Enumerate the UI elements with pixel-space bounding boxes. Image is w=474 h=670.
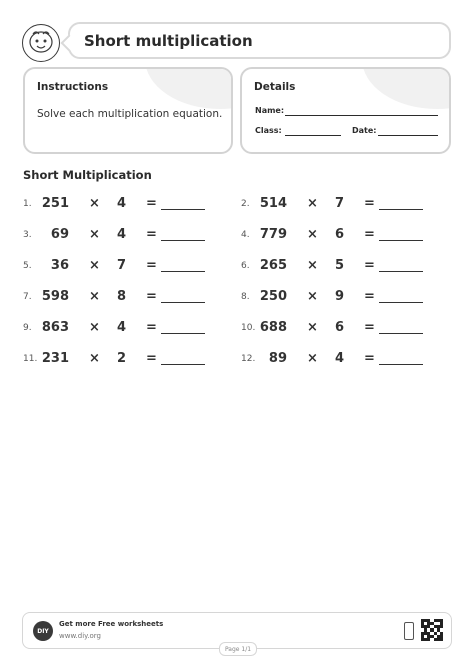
answer-blank[interactable] [161,209,205,210]
times-symbol: × [307,320,318,335]
multiplicand: 779 [259,227,287,242]
footer-promo-text[interactable]: Get more Free worksheets [59,620,164,628]
question-number: 12. [241,354,256,364]
multiplier: 4 [117,196,127,211]
question-item [23,320,223,336]
multiplicand: 231 [41,351,69,366]
answer-blank[interactable] [379,271,423,272]
multiplier: 7 [335,196,345,211]
question-item [23,351,223,367]
question-number: 7. [23,292,32,302]
equals-symbol: = [146,289,157,304]
class-label: Class: [255,126,282,135]
multiplicand: 36 [50,258,69,273]
equals-symbol: = [364,289,375,304]
answer-blank[interactable] [379,240,423,241]
multiplicand: 598 [41,289,69,304]
times-symbol: × [307,196,318,211]
times-symbol: × [307,351,318,366]
question-number: 6. [241,261,250,271]
multiplicand: 250 [259,289,287,304]
question-item [23,196,223,212]
question-item [23,258,223,274]
equals-symbol: = [364,196,375,211]
question-number: 11. [23,354,38,364]
question-item [23,289,223,305]
instructions-text: Solve each multiplication equation. [37,108,223,120]
multiplicand: 514 [259,196,287,211]
equals-symbol: = [146,196,157,211]
multiplier: 6 [335,227,345,242]
times-symbol: × [89,351,100,366]
footer-url[interactable]: www.diy.org [59,632,101,640]
equals-symbol: = [146,258,157,273]
question-number: 1. [23,199,32,209]
multiplier: 6 [335,320,345,335]
multiplicand: 251 [41,196,69,211]
equals-symbol: = [146,320,157,335]
times-symbol: × [89,289,100,304]
answer-blank[interactable] [379,302,423,303]
date-field[interactable] [378,135,438,136]
multiplier: 4 [335,351,345,366]
answer-blank[interactable] [379,333,423,334]
question-number: 8. [241,292,250,302]
instructions-heading: Instructions [37,81,109,93]
multiplier: 9 [335,289,345,304]
multiplicand: 863 [41,320,69,335]
answer-blank[interactable] [379,209,423,210]
date-label: Date: [352,126,377,135]
question-item [241,320,441,336]
answer-blank[interactable] [379,364,423,365]
mascot-icon [22,24,60,62]
times-symbol: × [307,258,318,273]
page-number: Page 1/1 [219,642,257,656]
phone-icon [404,622,414,640]
question-item [241,289,441,305]
answer-blank[interactable] [161,271,205,272]
multiplier: 4 [117,320,127,335]
question-number: 10. [241,323,256,333]
answer-blank[interactable] [161,240,205,241]
question-item [241,258,441,274]
times-symbol: × [89,196,100,211]
times-symbol: × [89,258,100,273]
answer-blank[interactable] [161,364,205,365]
multiplicand: 69 [50,227,69,242]
answer-blank[interactable] [161,333,205,334]
multiplier: 7 [117,258,127,273]
multiplicand: 688 [259,320,287,335]
question-item [241,196,441,212]
multiplier: 5 [335,258,345,273]
equals-symbol: = [364,351,375,366]
details-card [240,67,451,154]
answer-blank[interactable] [161,302,205,303]
multiplicand: 89 [268,351,287,366]
page-title: Short multiplication [84,31,253,50]
question-number: 3. [23,230,32,240]
times-symbol: × [89,227,100,242]
times-symbol: × [307,227,318,242]
question-number: 5. [23,261,32,271]
question-item [241,351,441,367]
question-number: 2. [241,199,250,209]
title-banner [68,22,451,59]
multiplier: 4 [117,227,127,242]
times-symbol: × [89,320,100,335]
multiplier: 2 [117,351,127,366]
multiplier: 8 [117,289,127,304]
equals-symbol: = [146,351,157,366]
equals-symbol: = [364,258,375,273]
name-label: Name: [255,106,285,115]
equals-symbol: = [364,227,375,242]
question-item [241,227,441,243]
question-number: 4. [241,230,250,240]
instructions-card [23,67,233,154]
qr-code-icon[interactable] [421,619,443,641]
question-item [23,227,223,243]
question-number: 9. [23,323,32,333]
name-field[interactable] [285,115,438,116]
multiplicand: 265 [259,258,287,273]
class-field[interactable] [285,135,341,136]
times-symbol: × [307,289,318,304]
section-title: Short Multiplication [23,168,152,182]
details-heading: Details [254,81,296,93]
diy-logo-icon[interactable]: DIY [33,621,53,641]
equals-symbol: = [364,320,375,335]
equals-symbol: = [146,227,157,242]
